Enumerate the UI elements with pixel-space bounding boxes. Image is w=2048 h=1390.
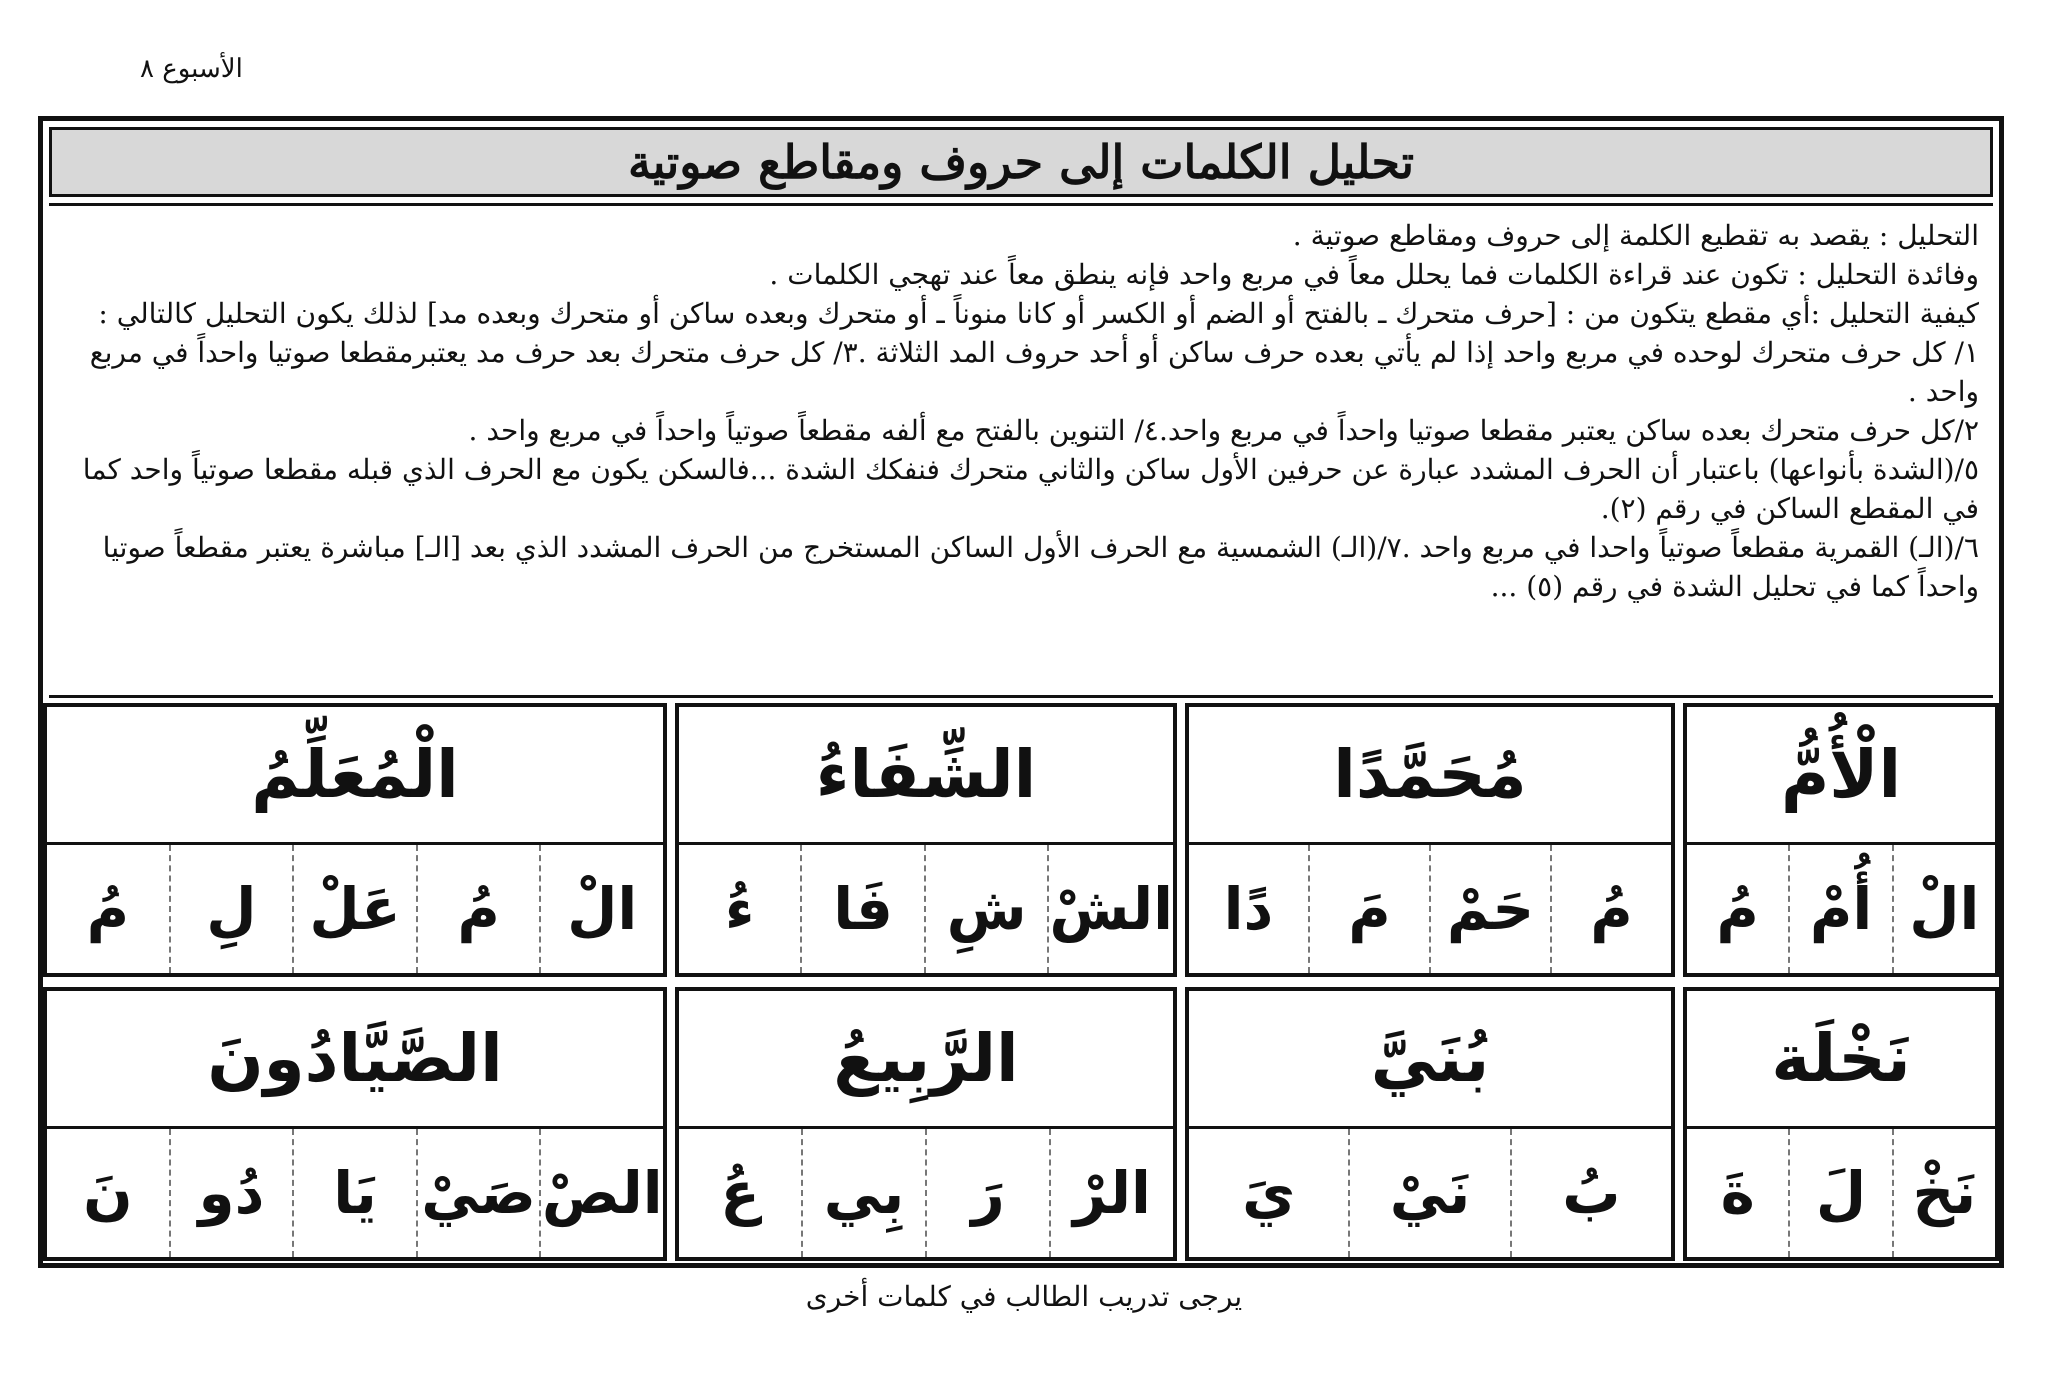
syllable-box: ءُ xyxy=(724,875,755,943)
syllable-box: حَمْ xyxy=(1429,845,1550,973)
syllable-box: بُ xyxy=(1510,1129,1671,1257)
word-label: الرَّبِيعُ xyxy=(679,991,1173,1129)
rule-paragraph: ٦/(الـ) القمرية مقطعاً صوتياً واحدا في مربع واحد .٧/(الـ) الشمسية مع الحرف الأول الساكن المستخرج من الحرف المشدد الذي بعد [الـ] مباشرة يعتبر مقطعاً صوتيا واحداً كما في تحليل الشدة في رقم (٥) ... xyxy=(102,531,1979,603)
syllable-row xyxy=(1687,1129,1995,1257)
syllable-box: نَ xyxy=(83,1159,133,1227)
word-label: الْمُعَلِّمُ xyxy=(47,707,663,845)
syllable-box: بِي xyxy=(801,1129,925,1257)
words-row-1 xyxy=(43,703,1999,977)
syllable-box: مُ xyxy=(1716,875,1759,943)
week-label: الأسبوع ٨ xyxy=(140,54,243,84)
rule-paragraph: ٥/(الشدة بأنواعها) باعتبار أن الحرف المشدد عبارة عن حرفين الأول ساكن والثاني متحرك فنفكك الشدة ...فالسكن يكون مع الحرف الذي قبله مقطعا صوتياً واحد كما في المقطع الساكن في رقم (٢). xyxy=(82,453,1979,525)
rule-paragraph: التحليل : يقصد به تقطيع الكلمة إلى حروف ومقاطع صوتية . xyxy=(1292,219,1979,252)
syllable-row xyxy=(47,845,663,973)
word-label: الصَّيَّادُونَ xyxy=(47,991,663,1129)
syllable-row xyxy=(1687,845,1995,973)
syllable-box: مُ xyxy=(86,875,130,943)
word-card xyxy=(675,987,1177,1261)
syllable-row xyxy=(1189,1129,1671,1257)
word-card xyxy=(1185,987,1675,1261)
rule-paragraph: ١/ كل حرف متحرك لوحده في مربع واحد إذا لم يأتي بعده حرف ساكن أو أحد حروف المد الثلاثة .٣/ كل حرف متحرك بعد حرف مد يعتبرمقطعا صوتيا واحداً في مربع واحد . xyxy=(89,336,1979,408)
syllable-box: الْ xyxy=(1892,845,1995,973)
rules-text xyxy=(49,203,1993,698)
word-label: نَخْلَة xyxy=(1687,991,1995,1129)
rule-paragraph: وفائدة التحليل : تكون عند قراءة الكلمات فما يحلل معاً في مربع واحد فإنه ينطق معاً عند تهجي الكلمات . xyxy=(769,258,1979,291)
syllable-box: ةَ xyxy=(1720,1159,1755,1227)
syllable-box: فَا xyxy=(800,845,923,973)
syllable-box: دًا xyxy=(1223,875,1274,943)
syllable-row xyxy=(679,845,1173,973)
syllable-box: لَ xyxy=(1788,1129,1891,1257)
syllable-box: مَ xyxy=(1308,845,1429,973)
syllable-box: يَا xyxy=(292,1129,416,1257)
syllable-box: يَ xyxy=(1242,1159,1296,1227)
word-card xyxy=(675,703,1177,977)
syllable-box: دُو xyxy=(169,1129,293,1257)
syllable-box: شِ xyxy=(924,845,1047,973)
word-label: الشِّفَاءُ xyxy=(679,707,1173,845)
rule-paragraph: ٢/كل حرف متحرك بعده ساكن يعتبر مقطعا صوتيا واحداً في مربع واحد.٤/ التنوين بالفتح مع ألفه مقطعاً صوتياً واحداً في مربع واحد . xyxy=(468,414,1979,447)
word-card xyxy=(1185,703,1675,977)
syllable-box: نَيْ xyxy=(1348,1129,1509,1257)
syllable-box: نَخْ xyxy=(1892,1129,1995,1257)
rule-paragraph: كيفية التحليل :أي مقطع يتكون من : [حرف متحرك ـ بالفتح أو الضم أو الكسر أو كانا منوناً ـ أو متحرك وبعده ساكن أو متحرك وبعده مد] لذلك يكون التحليل كالتالي : xyxy=(98,297,1979,330)
syllable-box: عَلْ xyxy=(292,845,416,973)
word-card xyxy=(43,987,667,1261)
syllable-row xyxy=(1189,845,1671,973)
syllable-box: رَ xyxy=(925,1129,1049,1257)
syllable-box: الرْ xyxy=(1049,1129,1173,1257)
syllable-box: مُ xyxy=(1550,845,1671,973)
syllable-box: أُمْ xyxy=(1788,845,1891,973)
syllable-box: الشْ xyxy=(1047,845,1173,973)
syllable-row xyxy=(47,1129,663,1257)
words-grid xyxy=(43,703,1999,1263)
syllable-box: الصْ xyxy=(539,1129,663,1257)
syllable-box: عُ xyxy=(720,1159,760,1227)
word-card xyxy=(43,703,667,977)
syllable-box: الْ xyxy=(539,845,663,973)
word-label: الْأُمُّ xyxy=(1687,707,1995,845)
word-label: بُنَيَّ xyxy=(1189,991,1671,1129)
word-label: مُحَمَّدًا xyxy=(1189,707,1671,845)
syllable-row xyxy=(679,1129,1173,1257)
syllable-box: لِ xyxy=(169,845,293,973)
syllable-box: صَيْ xyxy=(416,1129,540,1257)
word-card xyxy=(1683,703,1999,977)
worksheet-frame xyxy=(38,116,2004,1268)
page-title: تحليل الكلمات إلى حروف ومقاطع صوتية xyxy=(49,127,1993,197)
syllable-box: مُ xyxy=(416,845,540,973)
footer-note: يرجى تدريب الطالب في كلمات أخرى xyxy=(805,1280,1243,1313)
word-card xyxy=(1683,987,1999,1261)
words-row-2 xyxy=(43,987,1999,1261)
